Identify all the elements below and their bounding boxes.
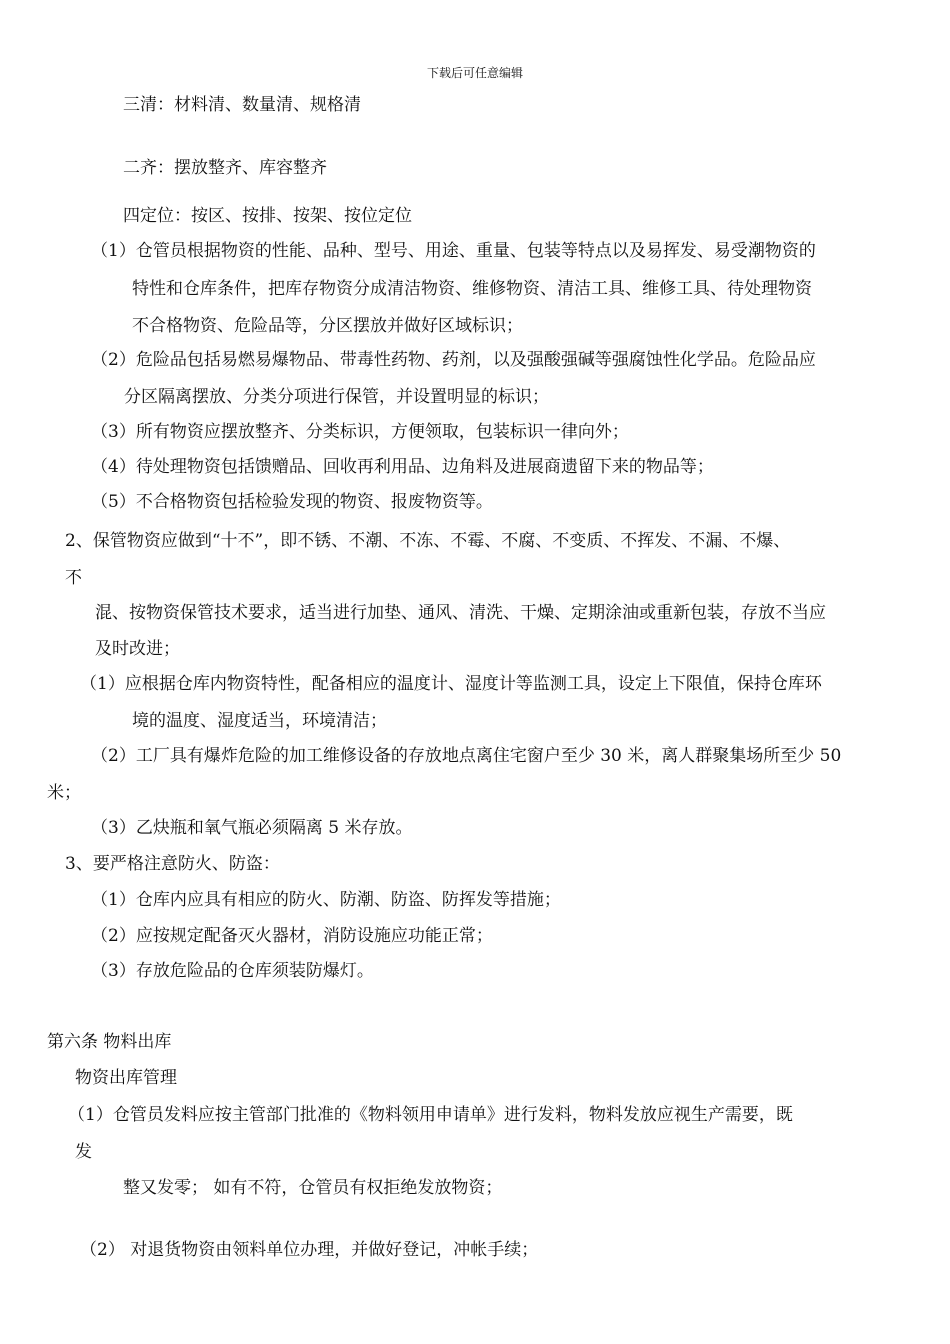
text-line: 2、保管物资应做到“十不”，即不锈、不潮、不冻、不霉、不腐、不变质、不挥发、不漏、不爆、 <box>65 531 791 551</box>
text-line: 整又发零； 如有不符，仓管员有权拒绝发放物资； <box>123 1178 503 1198</box>
text-line: （2）危险品包括易燃易爆物品、带毒性药物、药剂，以及强酸强碱等强腐蚀性化学品。危险品应 <box>91 350 816 370</box>
text-line: （5）不合格物资包括检验发现的物资、报废物资等。 <box>91 492 493 512</box>
subsection-heading: 物资出库管理 <box>75 1068 177 1088</box>
text-line: （2）工厂具有爆炸危险的加工维修设备的存放地点离住宅窗户至少 30 米，离人群聚集场所至少 50 <box>91 746 842 766</box>
text-line: （2）应按规定配备灭火器材，消防设施应功能正常； <box>91 926 493 946</box>
text-line: （2） 对退货物资由领料单位办理，并做好登记，冲帐手续； <box>80 1240 539 1260</box>
text-line: 米； <box>47 783 81 803</box>
text-line: 二齐：摆放整齐、库容整齐 <box>123 158 327 178</box>
text-line: （1）应根据仓库内物资特性，配备相应的温度计、湿度计等监测工具，设定上下限值，保持仓库环 <box>80 674 822 694</box>
page-header: 下载后可任意编辑 <box>426 66 523 80</box>
text-line: 特性和仓库条件，把库存物资分成清洁物资、维修物资、清洁工具、维修工具、待处理物资 <box>132 279 812 299</box>
text-line: （3）存放危险品的仓库须装防爆灯。 <box>91 961 374 981</box>
section-heading: 第六条 物料出库 <box>47 1032 172 1052</box>
text-line: （3）乙炔瓶和氧气瓶必须隔离 5 米存放。 <box>91 818 413 838</box>
text-line: （1）仓管员根据物资的性能、品种、型号、用途、重量、包装等特点以及易挥发、易受潮物资的 <box>91 241 816 261</box>
text-line: 3、要严格注意防火、防盗： <box>65 854 280 874</box>
text-line: 三清：材料清、数量清、规格清 <box>123 95 361 115</box>
text-line: 不 <box>65 568 82 588</box>
text-line: （3）所有物资应摆放整齐、分类标识，方便领取，包装标识一律向外； <box>91 422 629 442</box>
text-line: 及时改进； <box>95 639 180 659</box>
text-line: 发 <box>75 1142 92 1162</box>
text-line: （4）待处理物资包括馈赠品、回收再利用品、边角料及进展商遗留下来的物品等； <box>91 457 714 477</box>
text-line: 分区隔离摆放、分类分项进行保管，并设置明显的标识； <box>124 387 549 407</box>
text-line: （1）仓库内应具有相应的防火、防潮、防盗、防挥发等措施； <box>91 890 561 910</box>
text-line: 四定位：按区、按排、按架、按位定位 <box>123 206 412 226</box>
text-line: 境的温度、湿度适当，环境清洁； <box>132 711 387 731</box>
text-line: （1）仓管员发料应按主管部门批准的《物料领用申请单》进行发料，物料发放应视生产需要，既 <box>68 1105 793 1125</box>
text-line: 不合格物资、危险品等，分区摆放并做好区域标识； <box>132 316 523 336</box>
text-line: 混、按物资保管技术要求，适当进行加垫、通风、清洗、干燥、定期涂油或重新包装，存放不当应 <box>95 603 826 623</box>
